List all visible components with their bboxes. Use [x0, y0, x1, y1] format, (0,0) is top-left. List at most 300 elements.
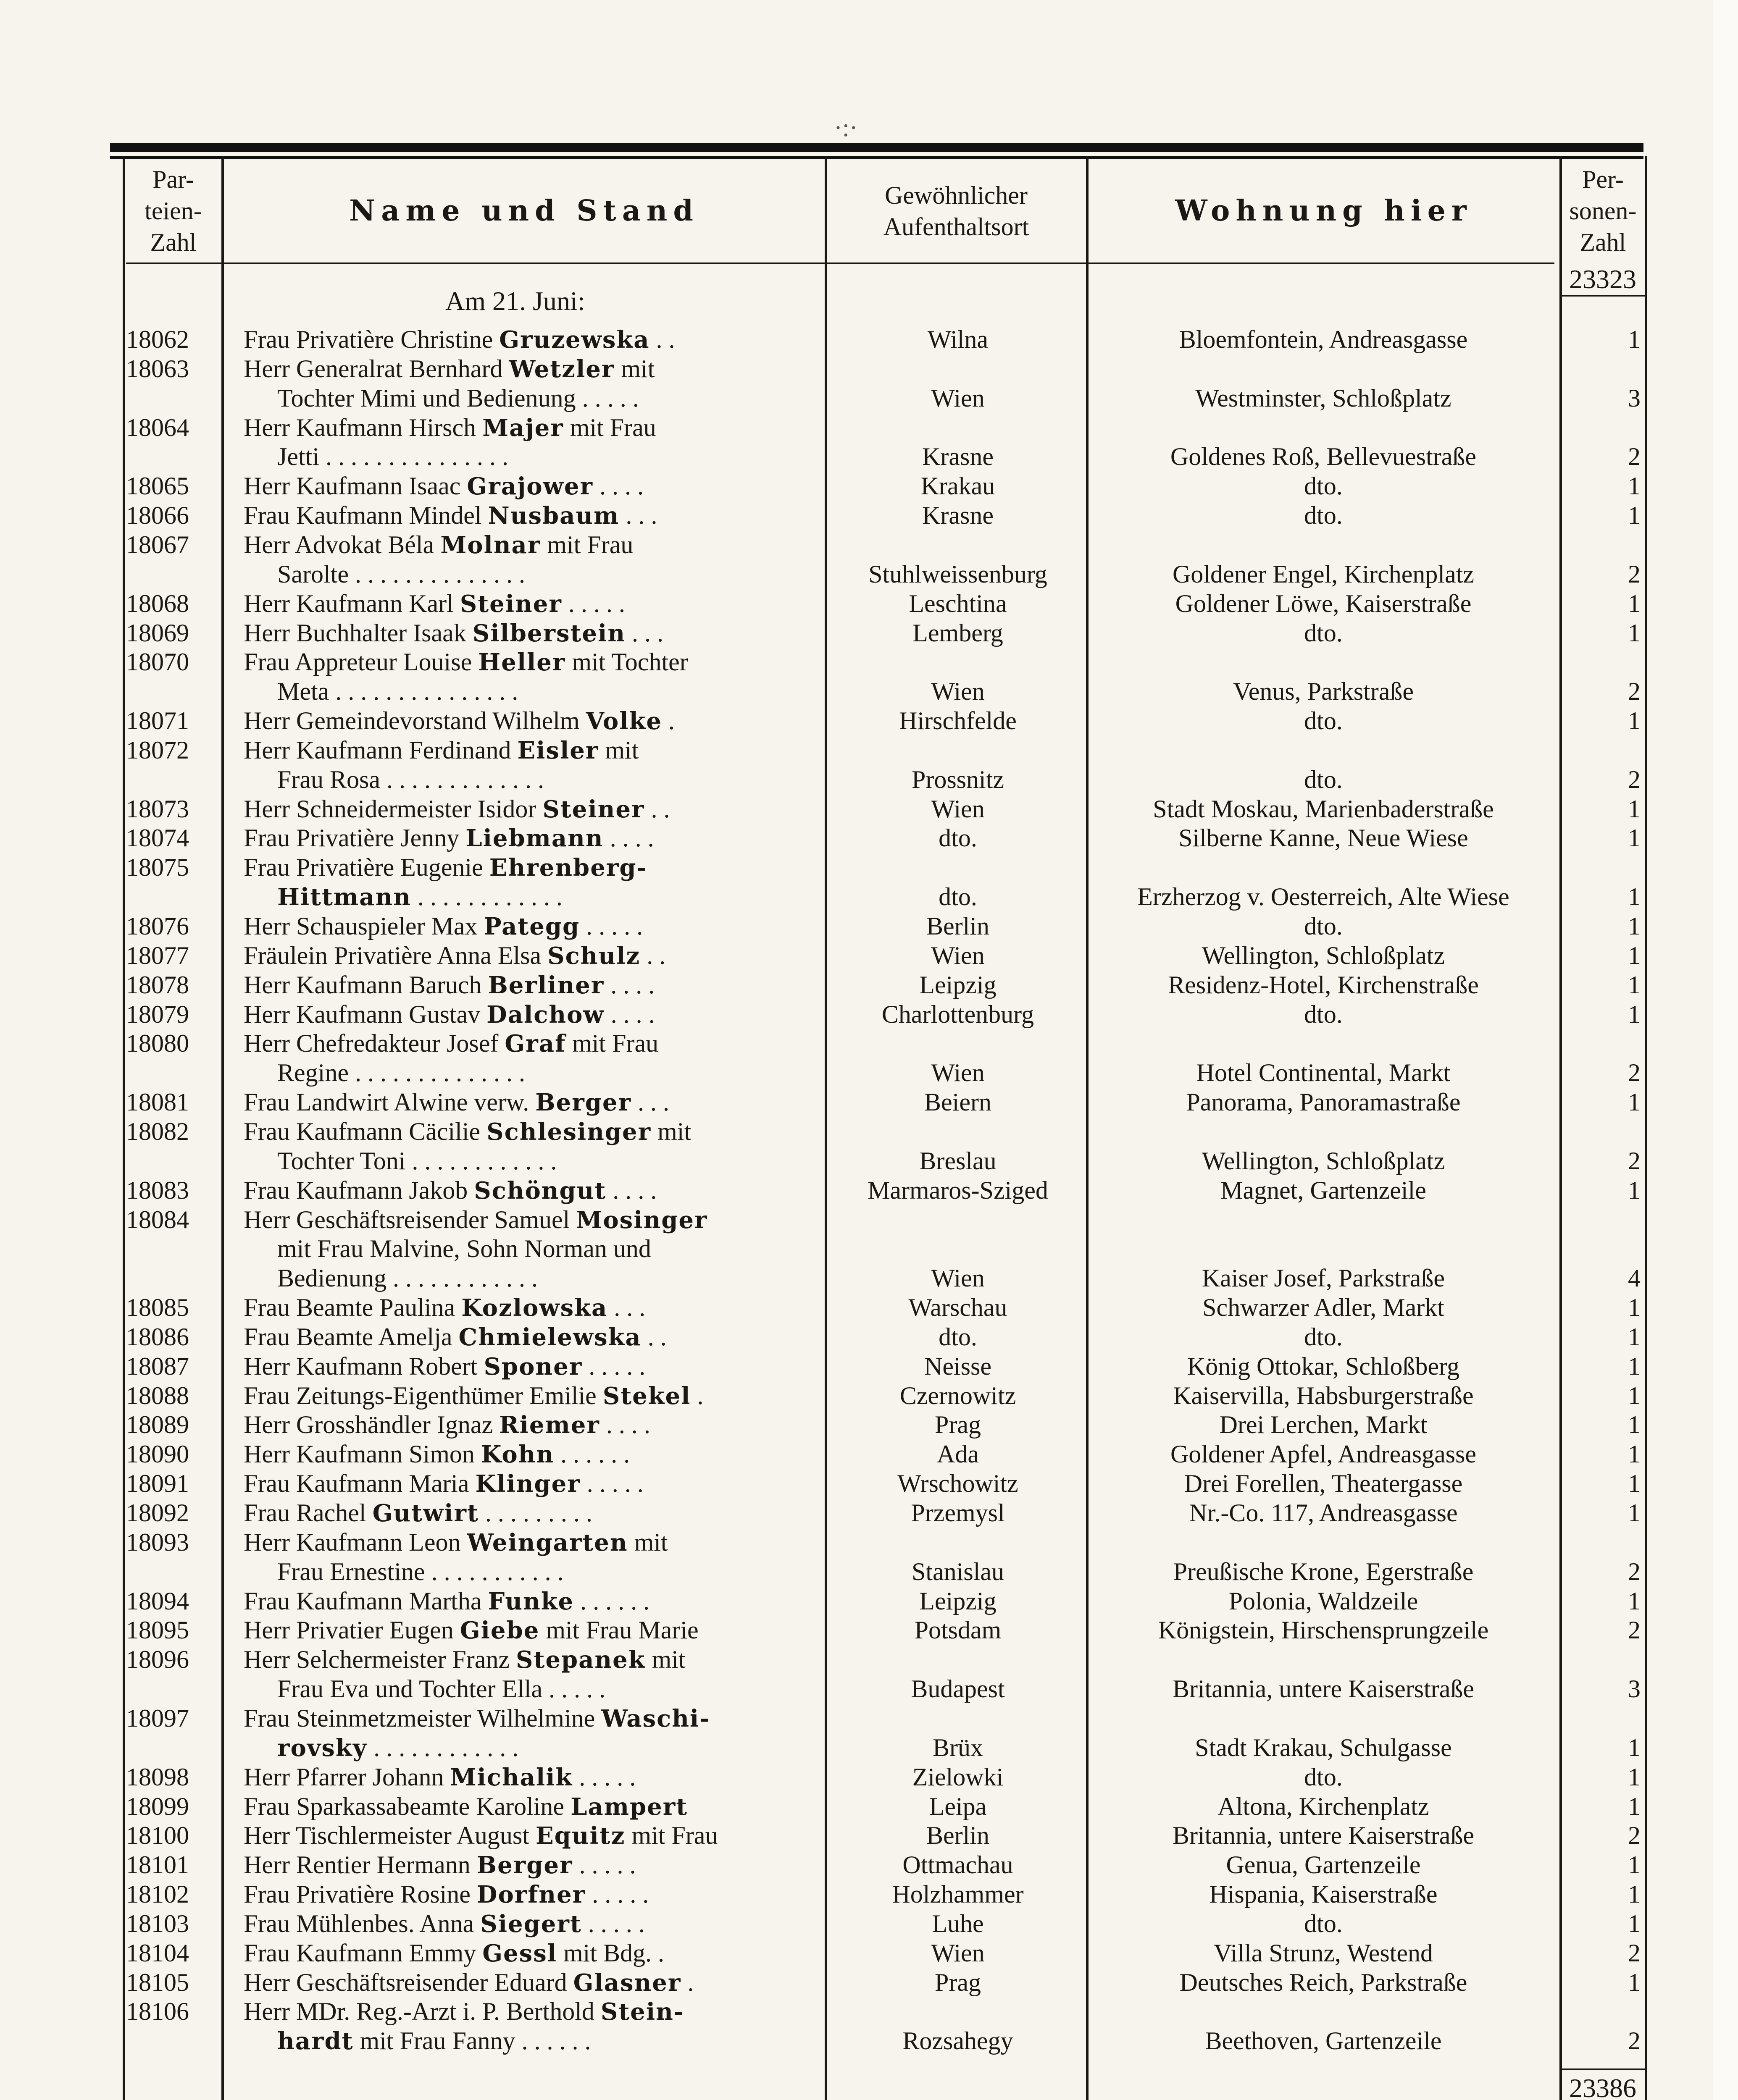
entry-persons: 2: [1628, 2027, 1641, 2055]
name-suffix: . . .: [626, 619, 664, 647]
entry-name-line: [277, 1058, 811, 1088]
surname: Berger: [535, 1089, 632, 1117]
surname: Giebe: [460, 1617, 540, 1645]
entry-lodging: Magnet, Gartenzeile: [1220, 1176, 1426, 1204]
entry-name-line: [277, 441, 811, 472]
name-text: Frau Zeitungs-Eigenthümer Emilie: [244, 1381, 603, 1410]
name-suffix: .: [681, 1968, 694, 1996]
surname: Grajower: [467, 472, 593, 501]
name-text: Herr Kaufmann Gustav: [244, 1000, 487, 1028]
name-text: Herr Chefredakteur Josef: [244, 1029, 505, 1058]
entry-persons: 2: [1628, 765, 1641, 793]
entry-name-line: [244, 500, 811, 530]
name-text: mit Frau Malvine, Sohn Norman und: [277, 1235, 651, 1263]
entry-home-town: Wien: [931, 795, 985, 823]
entry-lodging: Wellington, Schloßplatz: [1202, 941, 1445, 969]
entry-home-town: Charlottenburg: [881, 1000, 1034, 1028]
name-suffix: . . . . .: [586, 1880, 649, 1908]
name-text: Herr MDr. Reg.-Arzt i. P. Berthold: [244, 1998, 601, 2026]
entry-name-line: [244, 1703, 811, 1733]
surname: Steiner: [542, 795, 645, 823]
end-total: 23386: [1561, 2068, 1645, 2100]
entry-home-town: Wien: [931, 1059, 985, 1087]
entry-lodging: Villa Strunz, Westend: [1213, 1939, 1433, 1967]
name-text: Fräulein Privatière Anna Elsa: [244, 941, 548, 969]
entry-number: 18071: [126, 707, 189, 735]
name-suffix: mit Frau Marie: [539, 1616, 699, 1644]
entry-name-line: [244, 1175, 811, 1205]
entry-persons: 1: [1628, 1880, 1641, 1908]
entry-number: 18065: [126, 472, 189, 500]
surname: Steiner: [460, 590, 562, 618]
name-text: Herr Tischlermeister August: [244, 1822, 536, 1850]
entry-lodging: Nr.-Co. 117, Andreasgasse: [1189, 1499, 1458, 1527]
entry-persons: 1: [1628, 1352, 1641, 1380]
name-suffix: mit Tochter: [565, 648, 688, 676]
entry-number: 18080: [126, 1029, 189, 1058]
surname: rovsky: [277, 1734, 368, 1762]
name-suffix: . . . .: [599, 1411, 650, 1439]
name-text: Frau Ernestine: [277, 1557, 425, 1586]
entry-lodging: Preußische Krone, Egerstraße: [1173, 1557, 1474, 1586]
name-suffix: . . . . .: [542, 1675, 606, 1703]
name-text: Regine: [277, 1059, 349, 1087]
entry-home-town: Przemysl: [911, 1499, 1005, 1527]
name-suffix: mit Frau: [566, 1029, 659, 1058]
surname: Berger: [476, 1851, 573, 1880]
entry-home-town: Holzhammer: [892, 1880, 1024, 1908]
entry-home-town: Neisse: [924, 1352, 991, 1380]
entry-persons: 1: [1628, 1323, 1641, 1351]
entry-home-town: Wien: [931, 384, 985, 412]
entry-home-town: Zielowki: [912, 1763, 1004, 1791]
entry-name-line: [244, 1586, 811, 1616]
name-text: Herr Buchhalter Isaak: [244, 619, 473, 647]
name-text: Frau Rosa: [277, 765, 380, 793]
name-suffix: . . . . . . . . . . . . . . .: [319, 443, 508, 471]
name-suffix: mit: [615, 354, 655, 383]
surname: Volke: [586, 707, 662, 735]
name-text: Frau Steinmetzmeister Wilhelmine: [244, 1704, 602, 1732]
entry-name-line: [244, 735, 811, 765]
name-suffix: . . . . .: [562, 589, 625, 617]
name-text: Frau Eva und Tochter Ella: [277, 1675, 543, 1703]
header-wohn: Wohnung hier: [1175, 194, 1472, 228]
entry-lodging: Bloemfontein, Andreasgasse: [1179, 326, 1468, 353]
entry-lodging: Stadt Krakau, Schulgasse: [1195, 1733, 1452, 1761]
surname: hardt: [277, 2027, 354, 2055]
name-suffix: . . . .: [603, 824, 654, 852]
entry-home-town: Leipzig: [919, 971, 997, 999]
entry-home-town: Prossnitz: [911, 765, 1004, 793]
entry-persons: 1: [1628, 795, 1641, 823]
name-suffix: . . . . . . . . . . . .: [386, 1264, 538, 1292]
entry-home-town: Rozsahegy: [902, 2027, 1013, 2055]
surname: Eisler: [517, 736, 599, 764]
entry-number: 18087: [126, 1352, 189, 1380]
name-suffix: mit: [645, 1646, 686, 1674]
entry-number: 18102: [126, 1880, 189, 1908]
surname: Nusbaum: [488, 502, 620, 530]
name-suffix: . . . . .: [582, 1352, 646, 1380]
entry-lodging: dto.: [1304, 472, 1343, 500]
entry-name-line: [277, 383, 811, 413]
entry-home-town: Wien: [931, 677, 985, 706]
entry-lodging: Wellington, Schloßplatz: [1202, 1147, 1445, 1175]
entry-persons: 1: [1628, 1088, 1641, 1116]
entry-persons: 2: [1628, 443, 1641, 471]
surname: Glasner: [573, 1969, 681, 1997]
entry-lodging: Polonia, Waldzeile: [1228, 1587, 1418, 1615]
entry-lodging: Beethoven, Gartenzeile: [1205, 2027, 1442, 2055]
name-text: Frau Kaufmann Jakob: [244, 1176, 474, 1204]
entry-home-town: Warschau: [908, 1294, 1007, 1322]
entry-lodging: Erzherzog v. Oesterreich, Alte Wiese: [1137, 883, 1509, 911]
entry-number: 18088: [126, 1381, 189, 1410]
entry-number: 18089: [126, 1411, 189, 1439]
name-text: Herr Geschäftsreisender Samuel: [244, 1205, 576, 1234]
entry-lodging: dto.: [1304, 1000, 1343, 1028]
entry-home-town: Wien: [931, 1939, 985, 1967]
entry-name-line: [244, 1850, 811, 1880]
entry-home-town: Wrschowitz: [897, 1470, 1018, 1498]
name-suffix: . .: [641, 1323, 667, 1351]
entry-home-town: Wilna: [927, 326, 989, 353]
name-suffix: . . .: [631, 1088, 670, 1116]
entry-name-line: [244, 1996, 811, 2026]
entry-name-line: [244, 940, 811, 971]
surname: Weingarten: [467, 1528, 628, 1557]
entry-persons: 1: [1628, 1851, 1641, 1879]
entry-persons: 2: [1628, 677, 1641, 706]
entry-persons: 1: [1628, 501, 1641, 530]
entry-home-town: Hirschfelde: [899, 707, 1017, 735]
entry-lodging: Hotel Continental, Markt: [1196, 1059, 1451, 1087]
page-mark: ·:·: [834, 114, 858, 142]
name-suffix: . . . . . . . . . . . . . .: [348, 1059, 525, 1087]
entry-name-line: [244, 1205, 811, 1235]
name-suffix: mit Frau Fanny . . . . . .: [353, 2027, 591, 2055]
header-nr-line2: teien-: [145, 197, 202, 225]
name-text: Frau Privatière Rosine: [244, 1880, 477, 1908]
name-text: Herr Kaufmann Robert: [244, 1352, 484, 1380]
surname: Silberstein: [472, 619, 626, 647]
entry-home-town: Stanislau: [912, 1557, 1004, 1586]
name-text: Frau Kaufmann Emmy: [244, 1939, 483, 1967]
entry-lodging: dto.: [1304, 912, 1343, 940]
entry-number: 18105: [126, 1968, 189, 1996]
name-suffix: . . . . .: [573, 1763, 636, 1791]
entry-lodging: Schwarzer Adler, Markt: [1202, 1294, 1444, 1322]
entry-home-town: dto.: [939, 824, 977, 852]
entry-number: 18083: [126, 1176, 189, 1204]
header-name: Name und Stand: [349, 194, 699, 228]
header-ort-line1: Gewöhnlicher: [885, 181, 1028, 209]
entry-name-line: [277, 1674, 811, 1704]
surname: Klinger: [475, 1470, 581, 1498]
entry-lodging: Goldenes Roß, Bellevuestraße: [1170, 443, 1477, 471]
surname: Ehrenberg-: [489, 854, 647, 882]
entry-name-line: [244, 1087, 811, 1117]
name-suffix: . . . . . . . . . . .: [425, 1557, 564, 1586]
entry-number: 18066: [126, 501, 189, 530]
name-text: Meta: [277, 677, 329, 706]
entry-name-line: [244, 1762, 811, 1792]
entry-name-line: [244, 970, 811, 1000]
entry-lodging: Silberne Kanne, Neue Wiese: [1178, 824, 1468, 852]
surname: Schulz: [547, 942, 641, 970]
name-text: Herr Kaufmann Isaac: [244, 472, 467, 500]
name-text: Frau Kaufmann Mindel: [244, 501, 488, 530]
header-pers-line1: Per-: [1582, 165, 1624, 193]
entry-number: 18078: [126, 971, 189, 999]
entry-number: 18064: [126, 413, 189, 441]
entry-home-town: Leipa: [929, 1792, 987, 1820]
entry-persons: 1: [1628, 941, 1641, 969]
entry-number: 18104: [126, 1939, 189, 1967]
entry-persons: 4: [1628, 1264, 1641, 1292]
entry-persons: 1: [1628, 1968, 1641, 1996]
entry-name-line: [244, 1908, 811, 1939]
entry-number: 18074: [126, 824, 189, 852]
entry-persons: 2: [1628, 1939, 1641, 1967]
entry-number: 18097: [126, 1704, 189, 1732]
name-text: Frau Mühlenbes. Anna: [244, 1909, 481, 1937]
entry-persons: 2: [1628, 560, 1641, 588]
surname: Molnar: [440, 531, 541, 559]
entry-name-line: [244, 852, 811, 882]
entry-name-line: [244, 1820, 811, 1851]
name-text: Herr Grosshändler Ignaz: [244, 1411, 500, 1439]
name-text: Herr Kaufmann Baruch: [244, 971, 488, 999]
entry-number: 18072: [126, 736, 189, 764]
entry-home-town: Wien: [931, 1264, 985, 1292]
entry-home-town: Ada: [937, 1440, 979, 1468]
entry-home-town: Wien: [931, 941, 985, 969]
name-suffix: . . . . . .: [574, 1587, 650, 1615]
name-suffix: . . . . . . . . . . . .: [367, 1733, 519, 1761]
entry-number: 18086: [126, 1323, 189, 1351]
name-text: Frau Sparkassabeamte Karoline: [244, 1792, 571, 1820]
name-text: Jetti: [277, 443, 319, 471]
name-text: Frau Kaufmann Maria: [244, 1470, 476, 1498]
header-pers-line3: Zahl: [1580, 228, 1626, 256]
surname: Riemer: [499, 1411, 600, 1439]
entry-number: 18091: [126, 1470, 189, 1498]
name-text: Tochter Mimi und Bedienung: [277, 384, 576, 412]
surname: Dorfner: [476, 1881, 586, 1909]
entry-home-town: Prag: [935, 1968, 981, 1996]
surname: Stekel: [602, 1382, 691, 1410]
name-suffix: . . . .: [606, 1176, 657, 1204]
surname: Kohn: [481, 1441, 555, 1469]
entry-name-line: [244, 618, 811, 648]
entry-name-line: [244, 794, 811, 824]
entry-number: 18093: [126, 1528, 189, 1556]
header-nr-line1: Par-: [153, 165, 194, 193]
entry-persons: 1: [1628, 824, 1641, 852]
entry-home-town: Krakau: [920, 472, 995, 500]
entry-name-line: [244, 999, 811, 1029]
name-text: Herr Advokat Béla: [244, 530, 441, 559]
entry-persons: 1: [1628, 1176, 1641, 1204]
entry-home-town: Stuhlweissenburg: [868, 560, 1047, 588]
name-text: Bedienung: [277, 1264, 387, 1292]
entry-name-line: [244, 324, 811, 354]
entry-home-town: Marmaros-Sziged: [868, 1176, 1048, 1204]
entry-name-line: [244, 1938, 811, 1968]
entry-lodging: Kaiservilla, Habsburgerstraße: [1173, 1381, 1474, 1410]
entry-name-line: [244, 471, 811, 501]
name-suffix: mit: [628, 1528, 668, 1556]
entry-name-line: [277, 1234, 811, 1264]
surname: Stepanek: [516, 1646, 646, 1674]
entry-number: 18106: [126, 1998, 189, 2026]
entry-name-line: [244, 1879, 811, 1909]
entry-name-line: [244, 1292, 811, 1323]
entry-persons: 1: [1628, 1000, 1641, 1028]
entry-name-line: [244, 412, 811, 443]
entry-persons: 1: [1628, 1470, 1641, 1498]
entry-lodging: Goldener Apfel, Andreasgasse: [1170, 1440, 1477, 1468]
entry-number: 18062: [126, 326, 189, 353]
entry-persons: 2: [1628, 1557, 1641, 1586]
entry-home-town: Brüx: [933, 1733, 983, 1761]
entry-number: 18098: [126, 1763, 189, 1791]
name-suffix: mit: [599, 736, 639, 764]
name-text: Herr Geschäftsreisender Eduard: [244, 1968, 573, 1996]
entry-persons: 1: [1628, 1411, 1641, 1439]
surname: Chmielewska: [458, 1323, 642, 1351]
entry-lodging: Deutsches Reich, Parkstraße: [1179, 1968, 1467, 1996]
name-suffix: . . . . . . . . . . . . . . .: [329, 677, 518, 706]
entry-persons: 3: [1628, 384, 1641, 412]
entry-persons: 1: [1628, 1440, 1641, 1468]
entry-name-line: [244, 1028, 811, 1058]
surname: Wetzler: [509, 355, 615, 383]
name-suffix: . . . .: [593, 472, 644, 500]
name-text: Frau Beamte Paulina: [244, 1294, 462, 1322]
name-text: Herr Kaufmann Simon: [244, 1440, 481, 1468]
surname: Gutwirt: [372, 1499, 479, 1527]
name-suffix: mit Frau: [541, 530, 634, 559]
surname: Michalik: [450, 1763, 573, 1791]
entry-lodging: Britannia, untere Kaiserstraße: [1172, 1822, 1475, 1850]
name-suffix: mit Bdg. .: [557, 1939, 665, 1967]
entry-home-town: Beiern: [924, 1088, 991, 1116]
entry-lodging: dto.: [1304, 1909, 1343, 1937]
entry-persons: 1: [1628, 912, 1641, 940]
entry-name-line: [277, 1732, 811, 1763]
name-suffix: .: [662, 707, 675, 735]
entry-lodging: Westminster, Schloßplatz: [1195, 384, 1451, 412]
surname: Stein-: [600, 1998, 685, 2026]
entry-lodging: Stadt Moskau, Marienbaderstraße: [1153, 795, 1494, 823]
entry-lodging: Venus, Parkstraße: [1233, 677, 1414, 706]
surname: Mosinger: [576, 1206, 708, 1234]
name-text: Frau Privatière Jenny: [244, 824, 466, 852]
name-text: Frau Beamte Amelja: [244, 1323, 459, 1351]
entry-name-line: [277, 2026, 811, 2056]
entry-number: 18076: [126, 912, 189, 940]
entry-number: 18067: [126, 530, 189, 559]
entry-lodging: Drei Forellen, Theatergasse: [1184, 1470, 1463, 1498]
entry-persons: 2: [1628, 1147, 1641, 1175]
entry-name-line: [244, 911, 811, 941]
entry-persons: 1: [1628, 1792, 1641, 1820]
entry-name-line: [244, 354, 811, 384]
surname: Majer: [482, 414, 564, 442]
name-text: Herr Selchermeister Franz: [244, 1646, 516, 1674]
name-text: Frau Privatière Christine: [244, 326, 500, 353]
surname: Kozlowska: [461, 1294, 608, 1322]
name-text: Frau Privatière Eugenie: [244, 853, 489, 882]
header-pers-line2: sonen-: [1569, 197, 1637, 225]
entry-persons: 1: [1628, 472, 1641, 500]
entry-name-line: [244, 1468, 811, 1499]
entry-persons: 1: [1628, 1294, 1641, 1322]
name-suffix: . . . . . . . . .: [479, 1499, 592, 1527]
name-suffix: . .: [640, 941, 666, 969]
header-nr-line3: Zahl: [150, 228, 197, 256]
name-text: Herr Kaufmann Ferdinand: [244, 736, 518, 764]
entry-lodging: Hispania, Kaiserstraße: [1209, 1880, 1438, 1908]
name-text: Frau Kaufmann Martha: [244, 1587, 488, 1615]
name-suffix: . . . . . .: [554, 1440, 630, 1468]
name-suffix: mit: [651, 1117, 692, 1145]
name-text: Sarolte: [277, 560, 349, 588]
entry-number: 18081: [126, 1088, 189, 1116]
entry-name-line: [244, 1644, 811, 1675]
name-suffix: . . . . . . . . . . . .: [411, 883, 563, 911]
entry-lodging: König Ottokar, Schloßberg: [1187, 1352, 1460, 1380]
entry-number: 18099: [126, 1792, 189, 1820]
entry-name-line: [244, 1439, 811, 1469]
entry-lodging: Residenz-Hotel, Kirchenstraße: [1168, 971, 1479, 999]
surname: Gruzewska: [499, 326, 650, 354]
entry-lodging: dto.: [1304, 1763, 1343, 1791]
name-suffix: . . . . . . . . . . . . . .: [348, 560, 525, 588]
entry-home-town: Leschtina: [909, 589, 1007, 617]
entry-persons: 1: [1628, 1381, 1641, 1410]
entry-lodging: Goldener Engel, Kirchenplatz: [1172, 560, 1475, 588]
entry-home-town: dto.: [939, 1323, 977, 1351]
entry-name-line: [244, 706, 811, 736]
entry-home-town: Potsdam: [914, 1616, 1002, 1644]
entry-lodging: Drei Lerchen, Markt: [1219, 1411, 1428, 1439]
entry-home-town: Berlin: [926, 912, 989, 940]
surname: Berliner: [488, 971, 605, 999]
entry-home-town: Krasne: [922, 443, 994, 471]
entry-number: 18068: [126, 589, 189, 617]
entry-lodging: dto.: [1304, 765, 1343, 793]
name-suffix: . . .: [619, 501, 657, 530]
surname: Pategg: [484, 913, 580, 940]
entry-persons: 1: [1628, 1909, 1641, 1937]
date-heading: Am 21. Juni:: [445, 286, 585, 316]
surname: Waschi-: [601, 1704, 710, 1732]
entry-number: 18103: [126, 1909, 189, 1937]
entry-name-line: [244, 1967, 811, 1998]
entry-name-line: [244, 823, 811, 853]
entry-number: 18085: [126, 1294, 189, 1322]
name-suffix: . . . . .: [573, 1851, 636, 1879]
entry-name-line: [244, 530, 811, 560]
entry-persons: 1: [1628, 589, 1641, 617]
name-text: Herr Generalrat Bernhard: [244, 354, 509, 383]
entry-name-line: [244, 588, 811, 619]
entry-lodging: dto.: [1304, 501, 1343, 530]
